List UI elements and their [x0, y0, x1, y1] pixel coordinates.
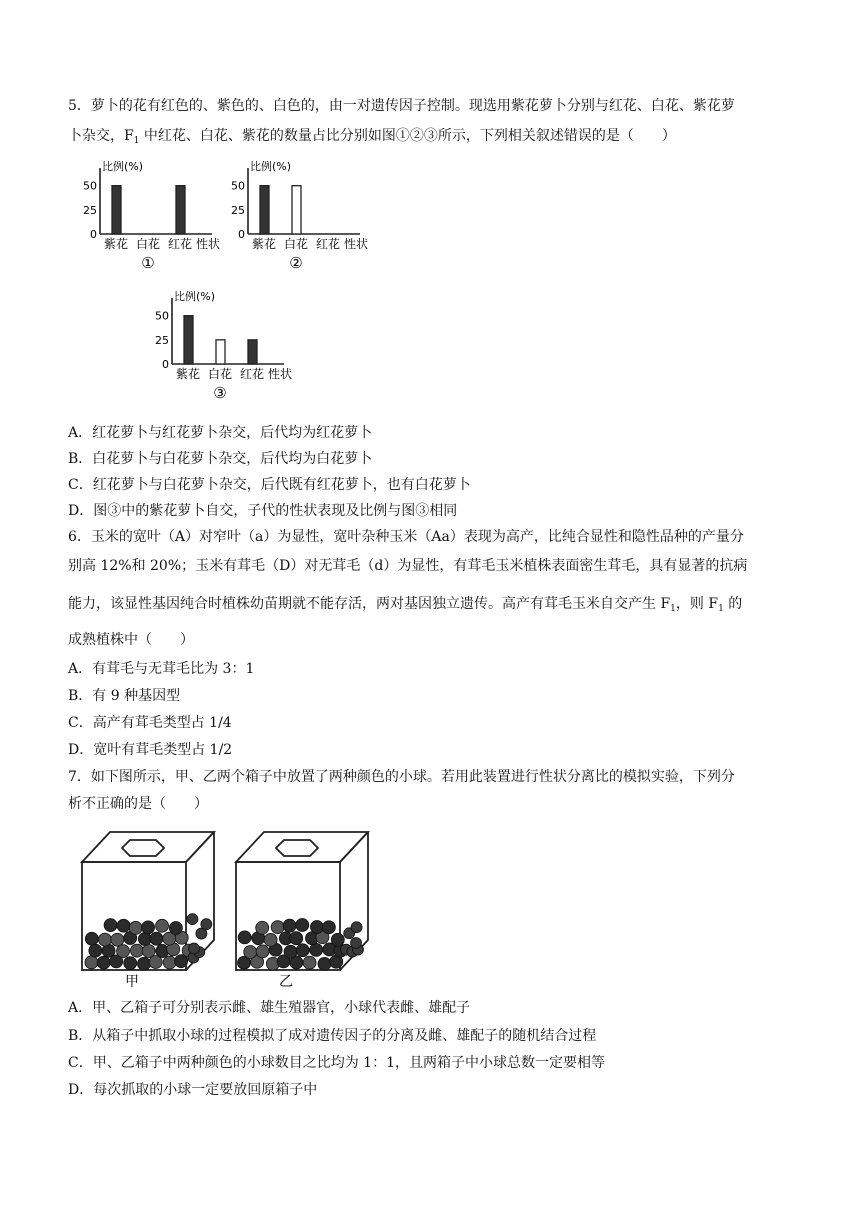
ball	[169, 921, 182, 934]
ball	[104, 919, 117, 932]
x-tick-label: 紫花	[251, 237, 277, 251]
q6-stem-line-4: 成熟植株中（ ）	[68, 632, 194, 648]
q6-option-c[interactable]: C．高产有茸毛类型占 1/4	[68, 715, 232, 731]
ball	[130, 944, 143, 957]
x-tick-label: 白花	[283, 237, 309, 251]
ball	[322, 921, 335, 934]
box-label-jia: 甲	[125, 974, 139, 988]
ball	[129, 921, 142, 934]
x-tick-label: 红花	[167, 237, 193, 251]
x-tick-label: 红花	[315, 237, 341, 251]
q6-option-d[interactable]: D．宽叶有茸毛类型占 1/2	[68, 742, 233, 758]
box-figure-yi	[232, 826, 374, 988]
x-tick-label: 白花	[135, 237, 161, 251]
x-tick-label: 紫花	[175, 367, 201, 381]
ball	[111, 933, 124, 946]
figure-number-label: ②	[289, 254, 303, 272]
bar-chart-2	[226, 158, 391, 274]
y-axis-label: 比例(%)	[250, 160, 292, 173]
ball	[142, 921, 155, 934]
figure-number-label: ③	[213, 384, 227, 402]
q5-option-c[interactable]: C．红花萝卜与白花萝卜杂交，后代既有红花萝卜，也有白花萝卜	[68, 477, 471, 493]
q7-stem-line-1: 7．如下图所示，甲、乙两个箱子中放置了两种颜色的小球。若用此装置进行性状分离比的模拟实验，下列分	[68, 769, 735, 785]
ball	[296, 944, 309, 957]
y-axis-label: 比例(%)	[102, 160, 144, 173]
bar-2	[216, 340, 225, 364]
q6-stem-line-3-c: 的	[723, 596, 743, 612]
x-axis-label: 性状	[267, 367, 293, 381]
x-tick-label: 红花	[239, 367, 265, 381]
y-tick-label: 25	[231, 203, 245, 217]
ball	[310, 920, 323, 933]
bar-3	[176, 186, 185, 234]
box-figure-jia	[78, 826, 220, 988]
ball	[238, 931, 251, 944]
y-axis-label: 比例(%)	[174, 290, 216, 303]
y-tick-label: 25	[155, 333, 169, 347]
ball	[256, 921, 269, 934]
q6-f1-subscript-2: 1	[718, 604, 724, 614]
q5-option-b[interactable]: B．白花萝卜与白花萝卜杂交，后代均为白花萝卜	[68, 451, 373, 467]
q6-stem-line-3-b: ，则 F	[675, 596, 719, 612]
box-yi-balls	[238, 919, 364, 971]
bar-2	[292, 186, 301, 234]
ball	[187, 914, 198, 925]
q7-option-a[interactable]: A．甲、乙箱子可分别表示雌、雄生殖器官，小球代表雌、雄配子	[68, 1000, 471, 1016]
ball	[256, 945, 269, 958]
q6-option-b[interactable]: B．有 9 种基因型	[68, 688, 181, 704]
box-jia-balls	[85, 914, 212, 971]
ball	[283, 919, 296, 932]
x-axis-label: 性状	[343, 237, 369, 251]
y-tick-label: 0	[162, 358, 169, 371]
ball	[290, 932, 303, 945]
ball	[150, 932, 163, 945]
q6-stem-line-3-a: 能力，该显性基因纯合时植株幼苗期就不能存活，两对基因独立遗传。高产有茸毛玉米自交产生 F	[68, 596, 671, 612]
ball	[156, 919, 169, 932]
box-label-yi: 乙	[279, 974, 293, 988]
bar-chart-3	[150, 288, 315, 404]
ball	[124, 957, 137, 970]
q7-option-c[interactable]: C．甲、乙箱子中两种颜色的小球数目之比均为 1：1，且两箱子中小球总数一定要相等	[68, 1055, 605, 1071]
ball	[189, 943, 200, 954]
ball	[244, 945, 257, 958]
ball	[284, 945, 297, 958]
ball	[201, 919, 212, 930]
q6-stem-line-1: 6．玉米的宽叶（A）对窄叶（a）为显性，宽叶杂种玉米（Aa）表现为高产，比纯合显性和隐性品种的产量分	[68, 529, 744, 545]
q6-stem-line-3	[68, 594, 742, 619]
q6-stem-line-2: 别高 12%和 20%；玉米有茸毛（D）对无茸毛（d）为显性，有茸毛玉米植株表面密生茸毛，具有显著的抗病	[68, 558, 748, 574]
ball	[296, 919, 309, 932]
ball	[271, 921, 284, 934]
bar-chart-1	[78, 158, 228, 274]
q5-stem-line-2-pre: 卜杂交，F	[68, 128, 134, 144]
q5-option-a[interactable]: A．红花萝卜与红花萝卜杂交，后代均为红花萝卜	[68, 425, 373, 441]
ball	[142, 945, 155, 958]
ball	[89, 944, 102, 957]
y-tick-label: 50	[83, 179, 97, 193]
ball	[138, 933, 151, 946]
bar-3	[248, 340, 257, 364]
ball	[117, 945, 130, 958]
y-tick-label: 50	[231, 179, 245, 193]
ball	[331, 933, 344, 946]
x-tick-label: 紫花	[103, 237, 129, 251]
q5-stem-line-2	[68, 126, 676, 151]
q5-option-d[interactable]: D．图③中的紫花萝卜自交，子代的性状表现及比例与图③相同	[68, 503, 458, 519]
ball	[98, 933, 111, 946]
x-axis-label: 性状	[195, 237, 221, 251]
ball	[351, 937, 362, 948]
q6-option-a[interactable]: A．有茸毛与无茸毛比为 3：1	[68, 661, 255, 677]
q6-f1-subscript-1: 1	[670, 604, 676, 614]
ball	[117, 919, 130, 932]
q5-f1-subscript: 1	[133, 136, 140, 146]
ball	[85, 932, 98, 945]
y-tick-label: 0	[238, 228, 245, 241]
ball	[97, 956, 110, 969]
ball	[163, 956, 176, 969]
q7-option-b[interactable]: B．从箱子中抓取小球的过程模拟了成对遗传因子的分离及雌、雄配子的随机结合过程	[68, 1028, 597, 1044]
ball	[318, 957, 331, 970]
q7-option-d[interactable]: D．每次抓取的小球一定要放回原箱子中	[68, 1082, 318, 1098]
ball	[351, 922, 362, 933]
bar-1	[184, 316, 193, 364]
y-tick-label: 0	[90, 228, 97, 241]
ball	[85, 956, 98, 969]
y-tick-label: 50	[155, 309, 169, 323]
x-tick-label: 白花	[207, 367, 233, 381]
ball	[310, 943, 323, 956]
bar-1	[112, 186, 121, 234]
ball	[264, 933, 277, 946]
figure-number-label: ①	[141, 254, 155, 272]
q5-stem-line-1: 5．萝卜的花有红色的、紫色的、白色的，由一对遗传因子控制。现选用紫花萝卜分别与红花、白花、紫花萝	[68, 98, 735, 114]
ball	[303, 956, 316, 969]
ball	[137, 957, 150, 970]
y-tick-label: 25	[83, 203, 97, 217]
q5-stem-line-2-post: 中红花、白花、紫花的数量占比分别如图①②③所示，下列相关叙述错误的是（ ）	[139, 128, 676, 144]
bar-1	[260, 186, 269, 234]
q7-stem-line-2: 析不正确的是（ ）	[68, 796, 208, 812]
